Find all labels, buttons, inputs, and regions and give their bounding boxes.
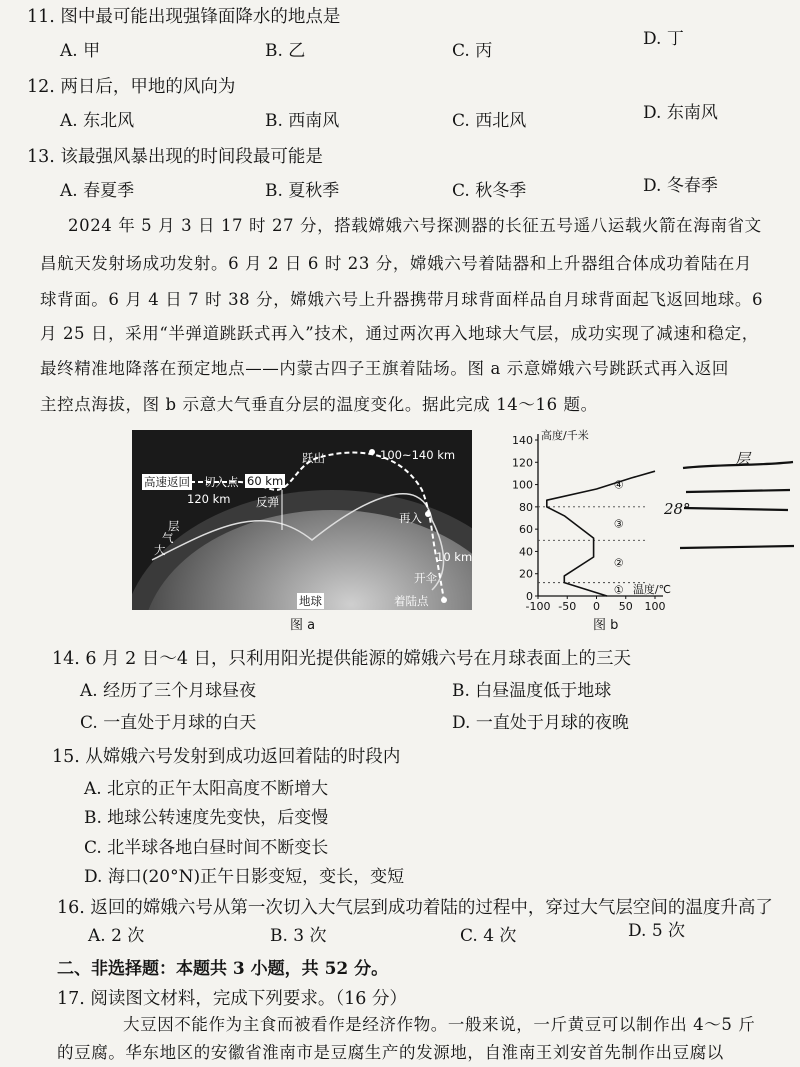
label-high-speed-return: 高速返回 [144,475,190,489]
reentry-point [425,511,431,517]
x-tick-label: -50 [558,600,577,613]
q14-option-c: C. 一直处于月球的白天 [80,713,257,733]
passage-line-3: 球背面。6 月 4 日 7 时 38 分，嫦娥六号上升器携带月球背面样品自月球背面起飞返回地球。6 [40,290,764,309]
section-2-heading: 二、非选择题：本题共 3 小题，共 52 分。 [57,959,389,979]
label-atmosphere-3: 层 [168,519,180,533]
q14-option-d: D. 一直处于月球的夜晚 [452,713,629,733]
passage-line-5: 最终精准地降落在预定地点——内蒙古四子王旗着陆场。图 a 示意嫦娥六号跳跃式再入返回 [40,359,730,378]
q17-passage-line-2: 的豆腐。华东地区的安徽省淮南市是豆腐生产的发源地，自淮南王刘安首先制作出豆腐以 [57,1043,724,1062]
q13-option-c: C. 秋冬季 [452,181,527,201]
y-tick-label: 80 [519,500,533,514]
label-100-140km: 100~140 km [380,448,456,462]
label-skip-out: 跃出 [302,451,325,465]
q13-option-d: D. 冬春季 [643,176,718,196]
q11-option-c: C. 丙 [452,41,493,61]
label-10km: 10 km [436,550,472,564]
q11-option-b: B. 乙 [265,41,306,61]
passage-line-2: 昌航天发射场成功发射。6 月 2 日 6 时 23 分，嫦娥六号着陆器和上升器组合体成功着陆在月 [40,254,753,273]
q15-option-b: B. 地球公转速度先变快，后变慢 [84,808,329,828]
skip-apex-point [369,449,375,455]
q15-option-a: A. 北京的正午太阳高度不断增大 [84,779,329,799]
q12-option-d: D. 东南风 [643,103,718,123]
q15-stem: 15. 从嫦娥六号发射到成功返回着陆的时段内 [52,747,401,767]
q12-option-b: B. 西南风 [265,111,340,131]
passage-line-1: 2024 年 5 月 3 日 17 时 27 分，搭载嫦娥六号探测器的长征五号遥八运载火箭在海南省文 [68,216,762,235]
label-atmosphere-2: 气 [162,531,174,545]
y-tick-label: 20 [519,567,533,581]
q17-stem: 17. 阅读图文材料，完成下列要求。（16 分） [57,989,407,1009]
passage-line-6: 主控点海拔，图 b 示意大气垂直分层的温度变化。据此完成 14～16 题。 [40,395,598,414]
x-axis-label: 温度/℃ [632,583,671,596]
q16-stem: 16. 返回的嫦娥六号从第一次切入大气层到成功着陆的过程中，穿过大气层空间的温度升高了 [57,898,773,918]
x-tick-label: 100 [644,600,666,613]
figure-b-caption: 图 b [593,618,619,633]
figure-b-temperature-profile [500,428,675,616]
landing-point [441,597,447,603]
x-tick-label: 0 [593,600,600,613]
label-120km: 120 km [187,492,231,506]
q17-passage-line-1: 大豆因不能作为主食而被看作是经济作物。一般来说，一斤黄豆可以制作出 4～5 斤 [123,1015,756,1034]
label-earth: 地球 [299,594,322,608]
y-axis-label: 高度/千米 [541,429,589,442]
q14-option-b: B. 白昼温度低于地球 [452,681,612,701]
q13-option-b: B. 夏秋季 [265,181,340,201]
y-tick-label: 40 [519,545,533,559]
handwritten-note-temperature: 28° [664,500,691,518]
handwritten-note-layer: 层 [735,450,751,468]
q16-option-c: C. 4 次 [460,926,517,946]
q14-option-a: A. 经历了三个月球昼夜 [80,681,257,701]
q16-option-b: B. 3 次 [270,926,327,946]
temperature-curve [547,471,655,596]
q13-stem: 13. 该最强风暴出现的时间段最可能是 [27,147,323,167]
q16-option-a: A. 2 次 [88,926,145,946]
layer-label: ④ [613,478,624,492]
figure-a-reentry-diagram [132,430,472,610]
x-tick-label: 50 [618,600,633,613]
q11-option-d: D. 丁 [643,29,684,49]
q12-stem: 12. 两日后，甲地的风向为 [27,77,236,97]
layer-label: ③ [613,517,624,531]
q12-option-c: C. 西北风 [452,111,527,131]
label-landing-point: 着陆点 [394,594,429,608]
q15-option-c: C. 北半球各地白昼时间不断变长 [84,838,329,858]
q13-option-a: A. 春夏季 [60,181,135,201]
q12-option-a: A. 东北风 [60,111,135,131]
label-atmosphere-1: 大 [154,543,166,557]
label-parachute: 开伞 [414,571,437,585]
y-tick-label: 120 [512,456,533,470]
label-entry-point: 切入点 [204,475,239,489]
label-rebound: 反弹 [256,495,279,509]
y-tick-label: 140 [512,434,533,447]
q15-option-d: D. 海口(20°N)正午日影变短，变长，变短 [84,867,405,887]
q14-stem: 14. 6 月 2 日～4 日，只利用阳光提供能源的嫦娥六号在月球表面上的三天 [52,649,632,669]
label-60km: 60 km [247,474,284,488]
label-reentry: 再入 [399,511,422,525]
figure-a-caption: 图 a [290,618,316,633]
q11-stem: 11. 图中最可能出现强锋面降水的地点是 [27,7,341,27]
y-tick-label: 60 [519,523,533,537]
y-tick-label: 0 [526,590,533,603]
passage-line-4: 月 25 日，采用“半弹道跳跃式再入”技术，通过两次再入地球大气层，成功实现了减速和稳定， [40,324,759,343]
layer-label: ② [613,556,624,570]
q11-option-a: A. 甲 [60,41,101,61]
x-tick-label: -100 [525,600,551,613]
y-tick-label: 100 [512,478,533,492]
q16-option-d: D. 5 次 [628,921,686,941]
layer-label: ① [613,583,624,597]
